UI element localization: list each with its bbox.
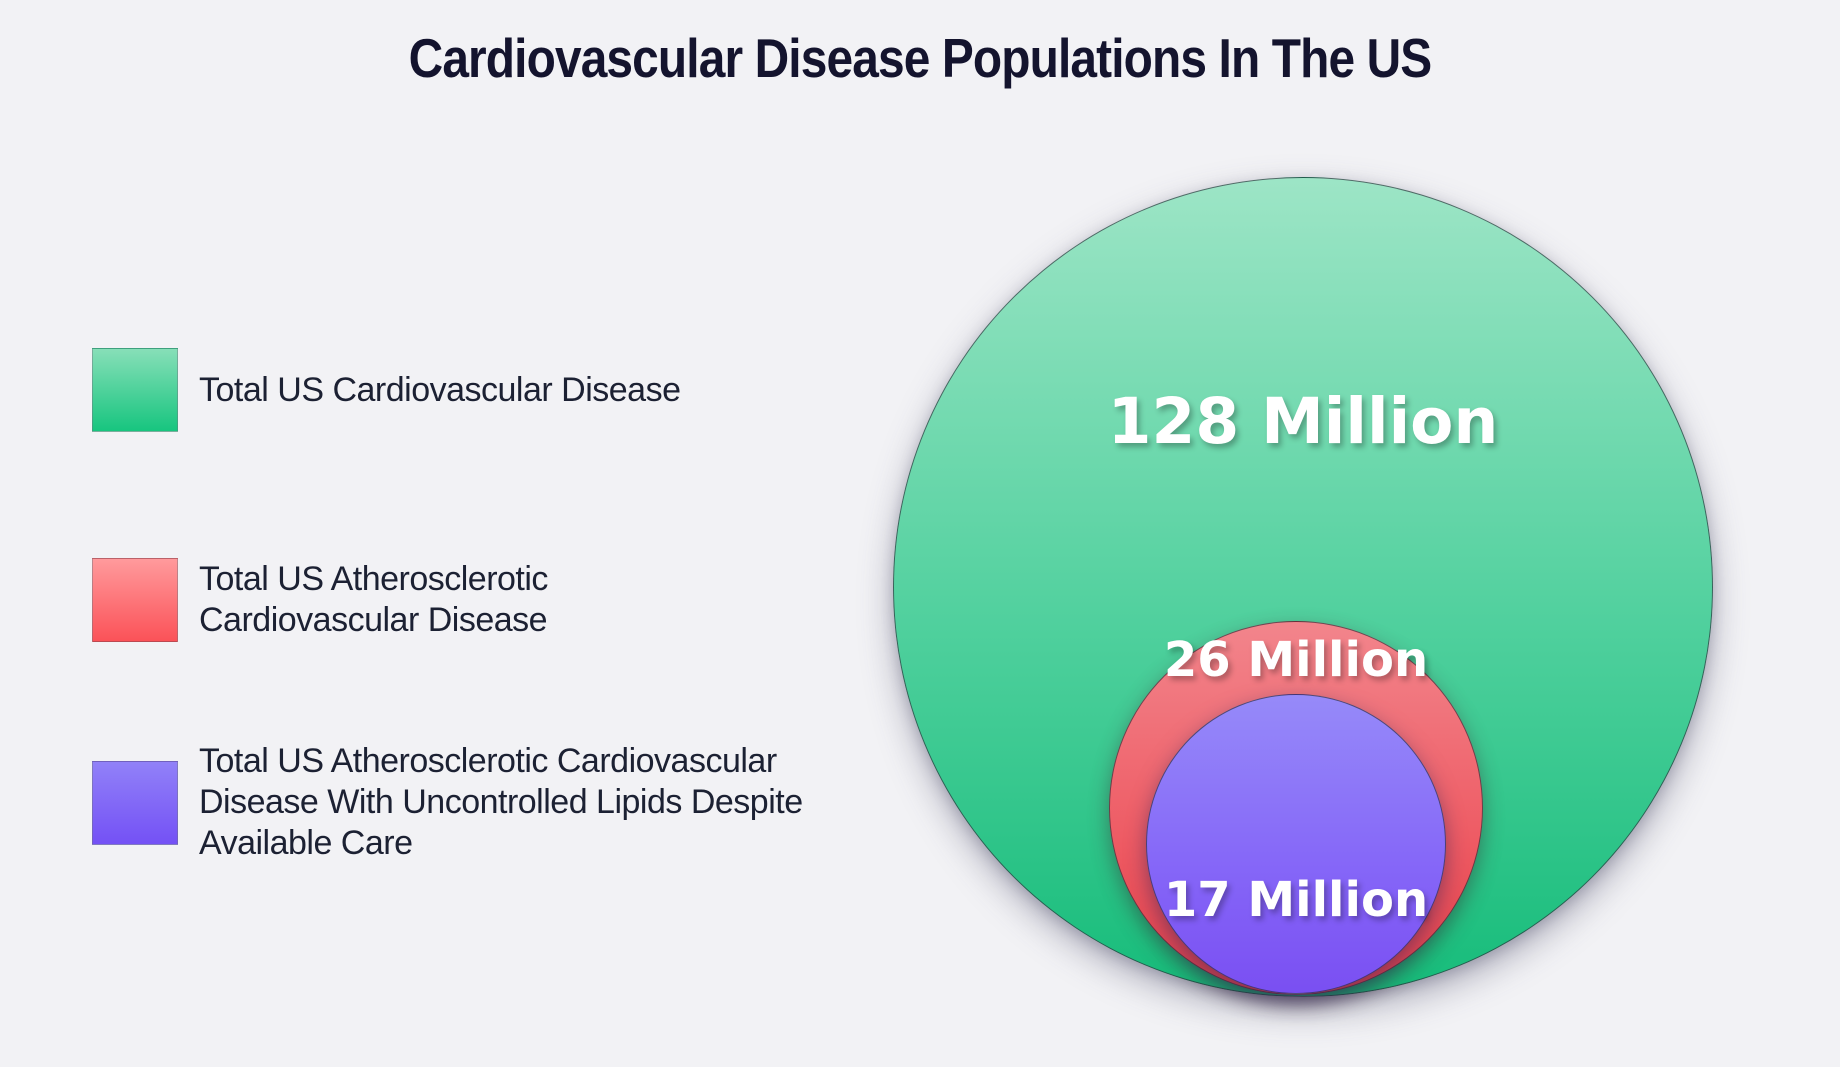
legend-swatch-red: [92, 558, 178, 642]
value-label-ascvd-uncontrolled-lipids: 17 Million: [1163, 872, 1429, 928]
legend-swatch-purple: [92, 761, 178, 845]
legend-label-line: Total US Cardiovascular Disease: [199, 370, 681, 409]
page-title: Cardiovascular Disease Populations In The US: [408, 27, 1432, 89]
legend-item-ascvd-uncontrolled-lipids: [92, 741, 803, 864]
legend-label-ascvd-uncontrolled-lipids: [199, 741, 803, 864]
legend-label-line: Total US Atherosclerotic Cardiovascular: [199, 742, 777, 780]
legend-label-line: Cardiovascular Disease: [199, 601, 548, 639]
legend-label-total-cvd: [199, 370, 680, 411]
value-label-total-ascvd: 26 Million: [1163, 632, 1429, 688]
legend-label-total-ascvd: [199, 559, 548, 641]
circle-ascvd-uncontrolled-lipids: [1146, 694, 1446, 994]
legend-label-line: Disease With Uncontrolled Lipids Despite: [199, 783, 803, 821]
legend-item-total-ascvd: [92, 558, 548, 642]
legend-swatch-green: [92, 348, 178, 432]
legend-label-line: Total US Atherosclerotic: [199, 560, 548, 598]
legend-label-line: Available Care: [199, 824, 413, 862]
value-label-total-cvd: 128 Million: [1107, 385, 1499, 458]
legend-item-total-cvd: [92, 348, 680, 432]
